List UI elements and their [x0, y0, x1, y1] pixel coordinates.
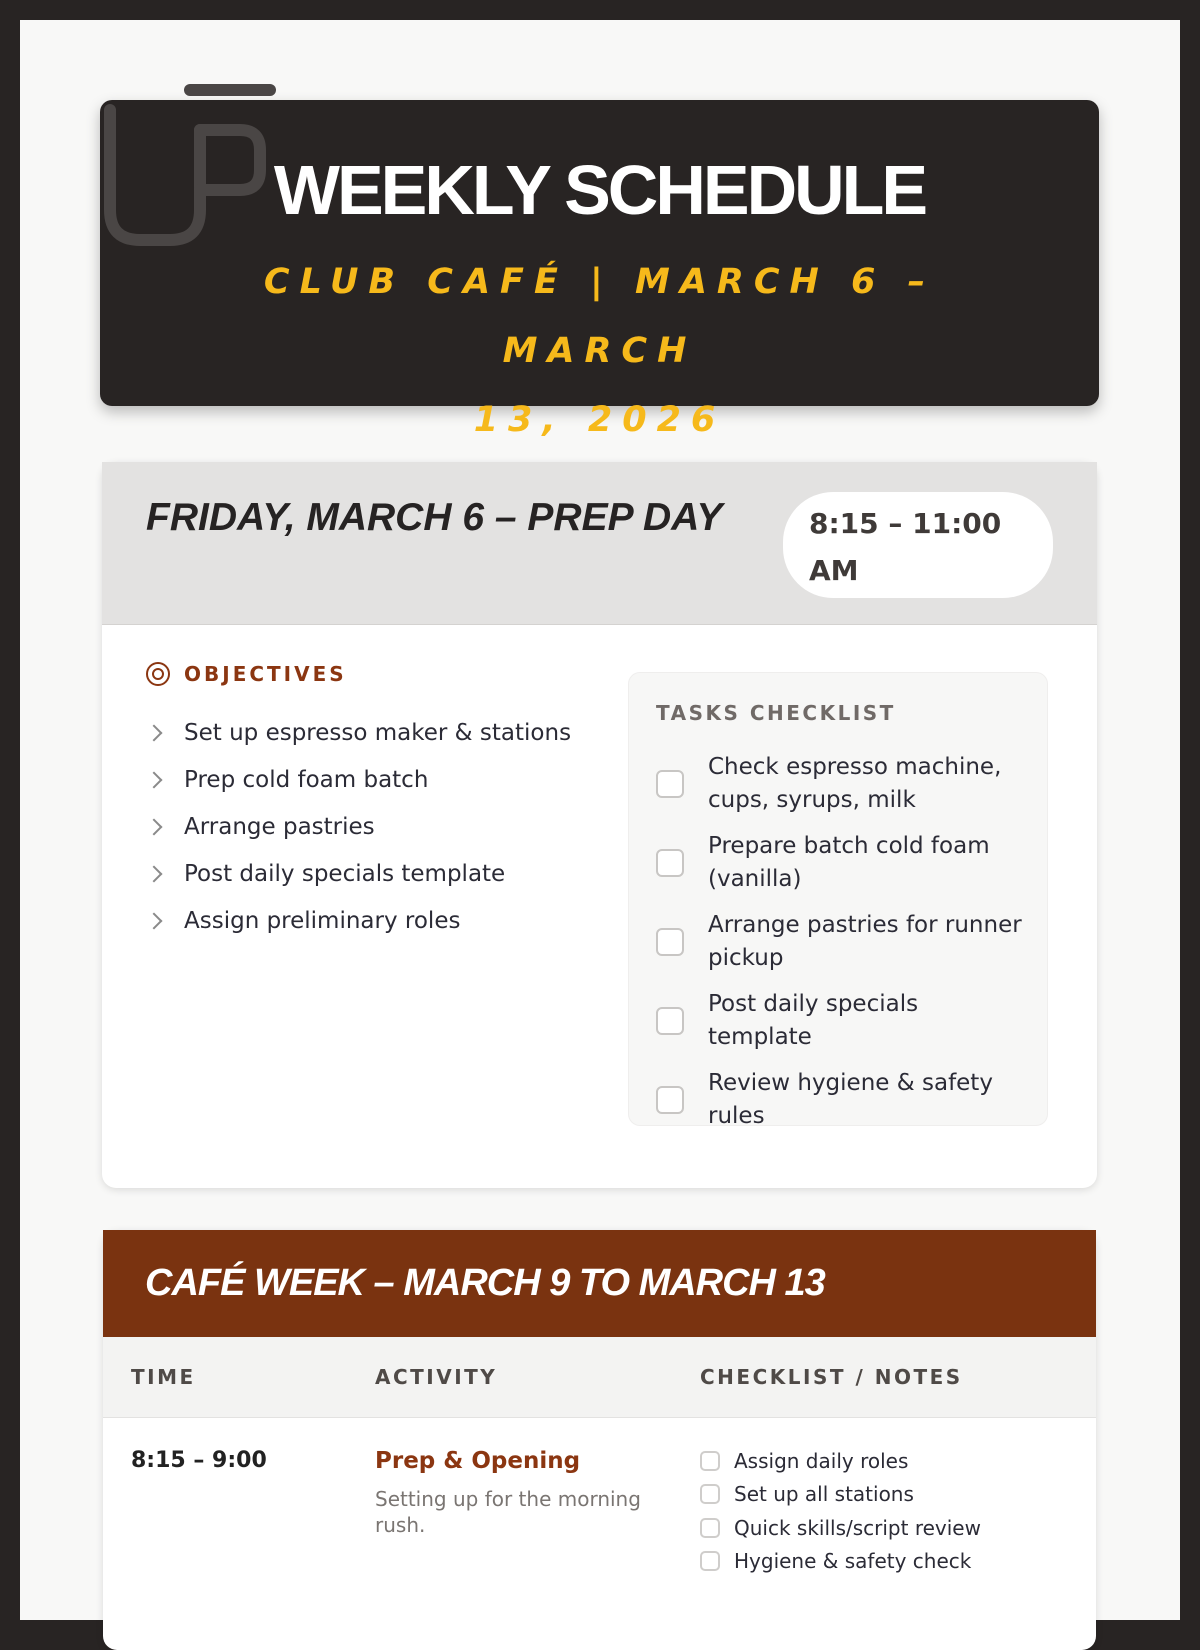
chevron-right-icon — [146, 725, 163, 742]
tasks-list — [656, 751, 1026, 1146]
row-description: Setting up for the morning rush. — [375, 1487, 641, 1537]
task-checkbox[interactable] — [656, 849, 684, 877]
column-header-time: TIME — [131, 1365, 196, 1389]
prep-day-header — [102, 462, 1097, 625]
prep-day-title: FRIDAY, MARCH 6 – PREP DAY — [146, 496, 723, 539]
row-checklist-text: Quick skills/script review — [734, 1515, 981, 1540]
time-badge-line-2: AM — [809, 554, 859, 587]
task-checkbox[interactable] — [656, 1007, 684, 1035]
objective-item — [146, 710, 571, 757]
row-time: 8:15 – 9:00 — [131, 1448, 267, 1473]
task-item — [656, 751, 1026, 817]
target-icon — [146, 662, 170, 686]
objective-item — [146, 804, 571, 851]
row-checklist-text: Hygiene & safety check — [734, 1549, 972, 1574]
row-checkbox[interactable] — [700, 1551, 720, 1571]
objective-text: Prep cold foam batch — [184, 767, 429, 794]
objective-text: Assign preliminary roles — [184, 907, 461, 934]
page — [20, 20, 1180, 1620]
chevron-right-icon — [146, 818, 163, 835]
cafe-week-header — [103, 1230, 1096, 1337]
row-checkbox[interactable] — [700, 1484, 720, 1504]
chevron-right-icon — [146, 865, 163, 882]
schedule-table-header — [103, 1337, 1096, 1418]
objective-text: Post daily specials template — [184, 860, 506, 887]
task-item — [656, 1067, 1026, 1133]
chevron-right-icon — [146, 912, 163, 929]
row-checklist-text: Set up all stations — [734, 1482, 914, 1507]
page-title: WEEKLY SCHEDULE — [273, 151, 926, 229]
prep-day-time-badge — [783, 492, 1053, 598]
row-checklist-item — [700, 1545, 981, 1579]
objectives-list — [146, 710, 571, 944]
row-checklist-item — [700, 1511, 981, 1545]
subtitle-line-2: 13, 2026 — [473, 400, 726, 440]
row-checkbox[interactable] — [700, 1451, 720, 1471]
page-subtitle — [160, 248, 1039, 455]
task-text: Check espresso machine, cups, syrups, milk — [708, 754, 1002, 813]
cafe-week-title: CAFÉ WEEK – MARCH 9 TO MARCH 13 — [145, 1262, 825, 1304]
task-checkbox[interactable] — [656, 770, 684, 798]
tasks-checklist-panel — [628, 672, 1048, 1129]
objectives-label: OBJECTIVES — [184, 662, 347, 686]
row-activity: Prep & Opening — [375, 1448, 581, 1474]
row-checklist-item — [700, 1444, 981, 1478]
task-text: Review hygiene & safety rules — [708, 1070, 993, 1129]
chevron-right-icon — [146, 772, 163, 789]
objective-item — [146, 897, 571, 944]
cafe-week-card — [103, 1230, 1096, 1650]
row-checkbox[interactable] — [700, 1518, 720, 1538]
column-header-checklist: CHECKLIST / NOTES — [700, 1365, 963, 1389]
subtitle-line-1: CLUB CAFÉ | MARCH 6 – MARCH — [263, 262, 936, 371]
prep-day-card — [102, 462, 1097, 1188]
header-banner — [100, 100, 1099, 440]
row-checklist — [700, 1444, 981, 1578]
time-badge-line-1: 8:15 – 11:00 — [809, 507, 1002, 540]
task-text: Prepare batch cold foam (vanilla) — [708, 833, 990, 892]
task-text: Arrange pastries for runner pickup — [708, 912, 1022, 971]
task-checkbox[interactable] — [656, 928, 684, 956]
task-checkbox[interactable] — [656, 1086, 684, 1114]
objective-item — [146, 757, 571, 804]
tasks-checklist-label: TASKS CHECKLIST — [656, 701, 896, 725]
task-item — [656, 988, 1026, 1054]
row-checklist-text: Assign daily roles — [734, 1448, 909, 1473]
objective-text: Arrange pastries — [184, 813, 375, 840]
row-checklist-item — [700, 1478, 981, 1512]
objective-item — [146, 850, 571, 897]
objective-text: Set up espresso maker & stations — [184, 720, 572, 747]
column-header-activity: ACTIVITY — [375, 1365, 498, 1389]
objectives-heading — [146, 662, 347, 686]
task-text: Post daily specials template — [708, 991, 919, 1050]
task-item — [656, 830, 1026, 896]
task-item — [656, 909, 1026, 975]
